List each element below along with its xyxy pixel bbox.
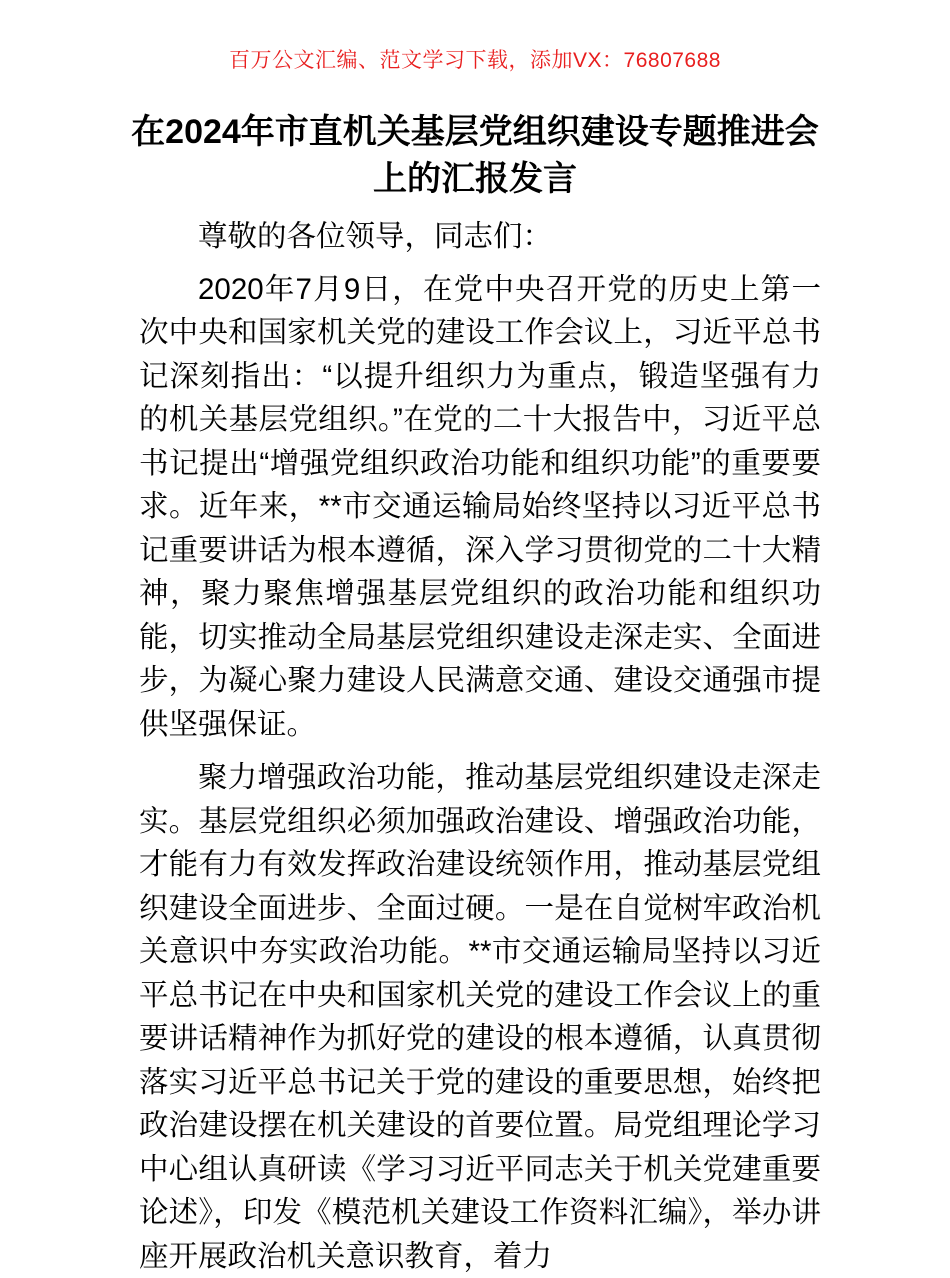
body-paragraph-1: 2020年7月9日，在党中央召开党的历史上第一次中央和国家机关党的建设工作会议上，习近平总书记深刻指出：“以提升组织力为重点，锻造坚强有力的机关基层党组织。”在党的二十大报告中，习近平总书记提出“增强党组织政治功能和组织功能”的重要要求。近年来，**市交通运输局始终坚持以习近平总书记重要讲话为根本遵循，深入学习贯彻党的二十大精神，聚力聚焦增强基层党组织的政治功能和组织功能，切实推动全局基层党组织建设走深走实、全面进步，为凝心聚力建设人民满意交通、建设交通强市提供坚强保证。 [139, 272, 821, 741]
promo-banner: 百万公文汇编、范文学习下载，添加VX：76807688 [229, 49, 721, 72]
body-paragraph-2: 聚力增强政治功能，推动基层党组织建设走深走实。基层党组织必须加强政治建设、增强政治功能，才能有力有效发挥政治建设统领作用，推动基层党组织建设全面进步、全面过硬。一是在自觉树牢政治机关意识中夯实政治功能。**市交通运输局坚持以习近平总书记在中央和国家机关党的建设工作会议上的重要讲话精神作为抓好党的建设的根本遵循，认真贯彻落实习近平总书记关于党的建设的重要思想，始终把政治建设摆在机关建设的首要位置。局党组理论学习中心组认真研读《学习习近平同志关于机关党建重要论述》，印发《模范机关建设工作资料汇编》，举办讲座开展政治机关意识教育，着力 [139, 761, 821, 1273]
document-title: 在2024年市直机关基层党组织建设专题推进会上的汇报发言 [131, 113, 819, 198]
document-body [139, 215, 821, 1278]
greeting-line: 尊敬的各位领导，同志们： [198, 220, 553, 253]
